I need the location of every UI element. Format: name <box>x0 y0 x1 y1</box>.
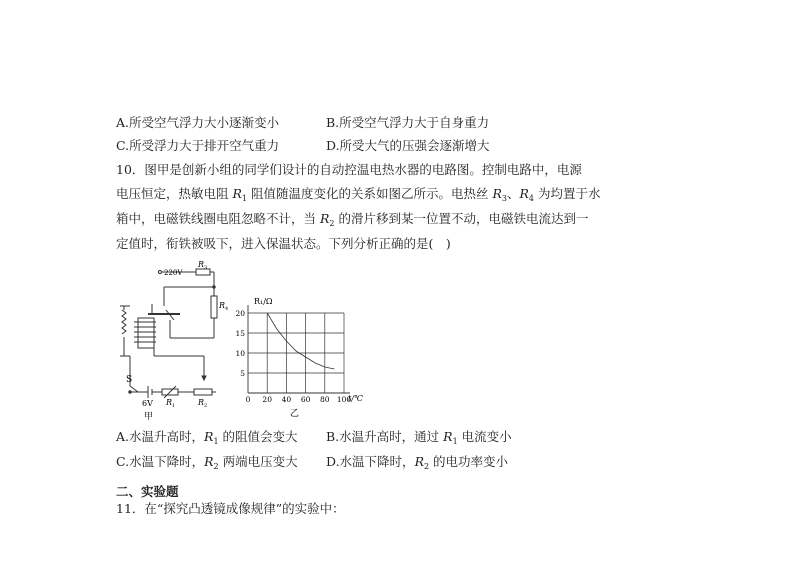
x-tick-label: 0 <box>245 395 251 404</box>
r4-sub: 4 <box>225 306 229 312</box>
r2-label: R <box>198 398 205 407</box>
y-axis-label: R₁/Ω <box>254 297 273 306</box>
q10-line-1: 10．图甲是创新小组的同学们设计的自动控温电热水器的电路图。控制电路中，电源 <box>116 162 582 177</box>
x-tick-label: 100 <box>336 395 352 404</box>
q10-option-b: B.水温升高时，通过 $R_1$ 电流变小 <box>326 429 512 446</box>
q11-stem: 11．在“探究凸透镜成像规律”的实验中： <box>116 501 345 516</box>
q10-line-2: 电压恒定，热敏电阻 $R_1$ 阻值随温度变化的关系如图乙所示。电热丝 $R_3$、$R_4$ 为均置于水 <box>116 186 601 203</box>
circuit-caption: 甲 <box>144 412 154 422</box>
circuit-diagram <box>108 258 233 423</box>
x-tick-label: 80 <box>320 395 330 404</box>
q9-option-b: B.所受空气浮力大于自身重力 <box>326 115 490 130</box>
r1-sub: 1 <box>172 403 176 409</box>
q10-line-3: 箱中，电磁铁线圈电阻忽略不计，当 $R_2$ 的滑片移到某一位置不动，电磁铁电流达到一 <box>116 211 589 228</box>
q9-option-c: C.所受浮力大于排开空气重力 <box>116 138 280 153</box>
resistance-temperature-chart <box>232 290 372 425</box>
x-tick-label: 40 <box>281 395 292 404</box>
q10-line-4: 定值时，衔铁被吸下，进入保温状态。下列分析正确的是( ) <box>116 236 451 251</box>
switch-label: S <box>126 375 133 385</box>
q10-option-a: A.水温升高时，$R_1$ 的阻值会变大 <box>116 429 298 446</box>
x-tick-label: 60 <box>300 395 311 404</box>
q10-option-d: D.水温下降时，$R_2$ 的电功率变小 <box>326 454 509 471</box>
y-tick-label: 20 <box>235 309 245 318</box>
x-axis-label: t/℃ <box>348 394 363 403</box>
r4-label: R <box>219 301 226 310</box>
r3-label: R <box>198 260 205 269</box>
q9-option-a: A.所受空气浮力大小逐渐变小 <box>116 115 280 130</box>
q9-option-d: D.所受大气的压强会逐渐增大 <box>326 138 490 153</box>
r2-sub: 2 <box>204 403 208 409</box>
y-tick-label: 5 <box>240 369 245 378</box>
r1-label: R <box>166 398 173 407</box>
y-tick-label: 15 <box>235 329 245 338</box>
battery-label: 6V <box>142 399 153 408</box>
series-line <box>267 313 334 369</box>
chart-caption: 乙 <box>290 409 300 419</box>
y-tick-label: 10 <box>235 349 245 358</box>
q10-option-c: C.水温下降时，$R_2$ 两端电压变大 <box>116 454 298 471</box>
section-heading: 二、实验题 <box>116 484 179 499</box>
voltage-label: 220V <box>164 269 183 277</box>
x-tick-label: 20 <box>262 395 272 404</box>
r3-sub: 3 <box>204 265 208 271</box>
